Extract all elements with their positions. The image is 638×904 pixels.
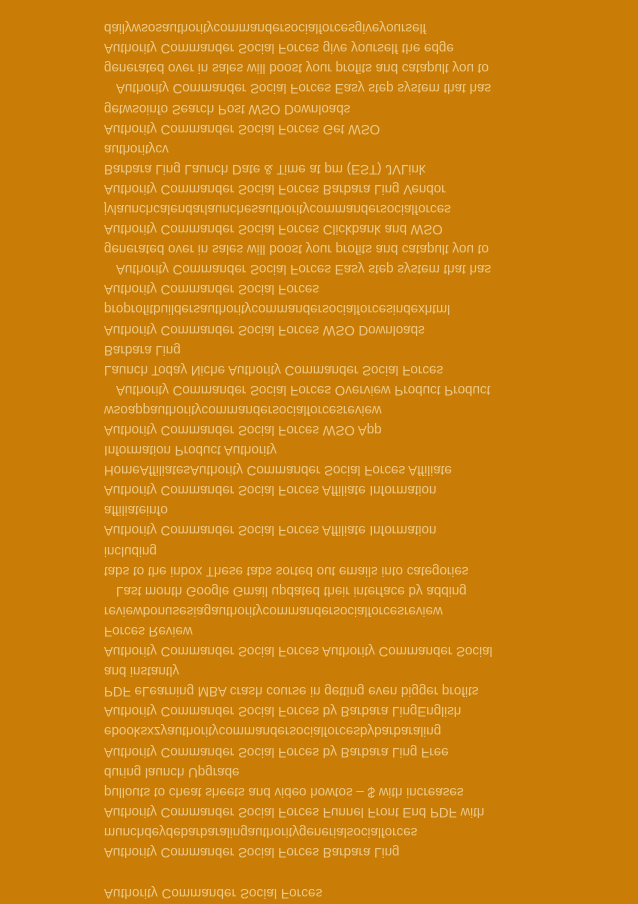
document-line: proprofitbuildersauthoritycommandersocialforcesindexhtml (104, 302, 451, 318)
document-line: Authority Commander Social Forces Clickbank and WSO (104, 222, 443, 238)
document-line: Barbara Ling (104, 342, 181, 358)
document-line: Information Product Authority (104, 443, 277, 459)
document-line: reviewbonusesiagauthoritycommandersocialforcesreview (104, 603, 443, 619)
document-line: tabs to the inbox These tabs sorted out emails into categories (104, 563, 469, 579)
document-line: Authority Commander Social Forces Funnel Front End PDF with (104, 804, 485, 820)
document-line: dailywsosauthoritycommandersocialforcesgiveyourself (104, 21, 427, 37)
document-line: Authority Commander Social Forces Barbara Ling Vendor (104, 181, 446, 197)
document-line: generated over in sales will boost your profits and catapult you to (104, 242, 489, 258)
document-line: wsoappauthoritycommandersocialforcesreview (104, 402, 382, 418)
document-line: PDF eLearning MBA crash course in getting even bigger profits (104, 684, 479, 700)
document-lines (104, 18, 534, 862)
document-line: Launch Today Niche Authority Commander Social Forces (104, 362, 444, 378)
document-line: getwsoinfo Search Post WSO Downloads (104, 101, 351, 117)
document-line: Barbara Ling Launch Date & Time at pm (EST) JVLink (104, 161, 426, 177)
document-line: pullouts to cheat sheets and video howtos – $ with increases (104, 784, 464, 800)
document-line: jvlaunchcalendarlaunchesauthoritycommandersocialforces (104, 202, 451, 217)
document-line: Authority Commander Social Forces give yourself the edge (104, 41, 454, 57)
document-line: Forces Review (104, 623, 193, 639)
document-line: Authority Commander Social Forces (104, 282, 320, 298)
document-line: Authority Commander Social Forces Overview Product Product (116, 382, 491, 398)
document-line: including (104, 543, 157, 559)
document-line: munchdeydebarbaralingauthoritygenerialsocialforces (104, 824, 418, 840)
document-line: ebooksxzyauthoritycommandersocialforcesbybarbaraling (104, 724, 442, 740)
document-title: Authority Commander Social Forces (104, 886, 323, 901)
document-line: Authority Commander Social Forces Easy step system that has (116, 262, 492, 278)
document-line: Authority Commander Social Forces Get WSO (104, 121, 381, 137)
document-line: during launch Upgrade (104, 764, 240, 780)
document-line: Last month Google Gmail updated their interface by adding (116, 583, 467, 599)
document-line: generated over in sales will boost your profits and catapult you to (104, 61, 489, 77)
document-line: Authority Commander Social Forces WSO App (104, 423, 382, 439)
document-line: Authority Commander Social Forces Authority Commander Social (104, 644, 493, 660)
document-line: affiliateinfo (104, 503, 168, 519)
document-line: Authority Commander Social Forces Barbara Ling (104, 845, 400, 860)
document-line: Authority Commander Social Forces by Barbara Ling Free (104, 744, 449, 760)
document-line: authoritycv (104, 141, 169, 157)
document-line: Authority Commander Social Forces Affiliate Information (104, 523, 437, 539)
document-line: Authority Commander Social Forces Easy step system that has (116, 81, 492, 97)
document-line: Authority Commander Social Forces WSO Downloads (104, 322, 425, 338)
document-line: and instantly (104, 664, 180, 680)
document-line: Authority Commander Social Forces Affiliate Information (104, 483, 437, 499)
document-line: Authority Commander Social Forces by Barbara LingEnglish (104, 704, 462, 720)
document-line: HomeAffiliatesAuthority Commander Social Forces Affiliate (104, 463, 452, 479)
